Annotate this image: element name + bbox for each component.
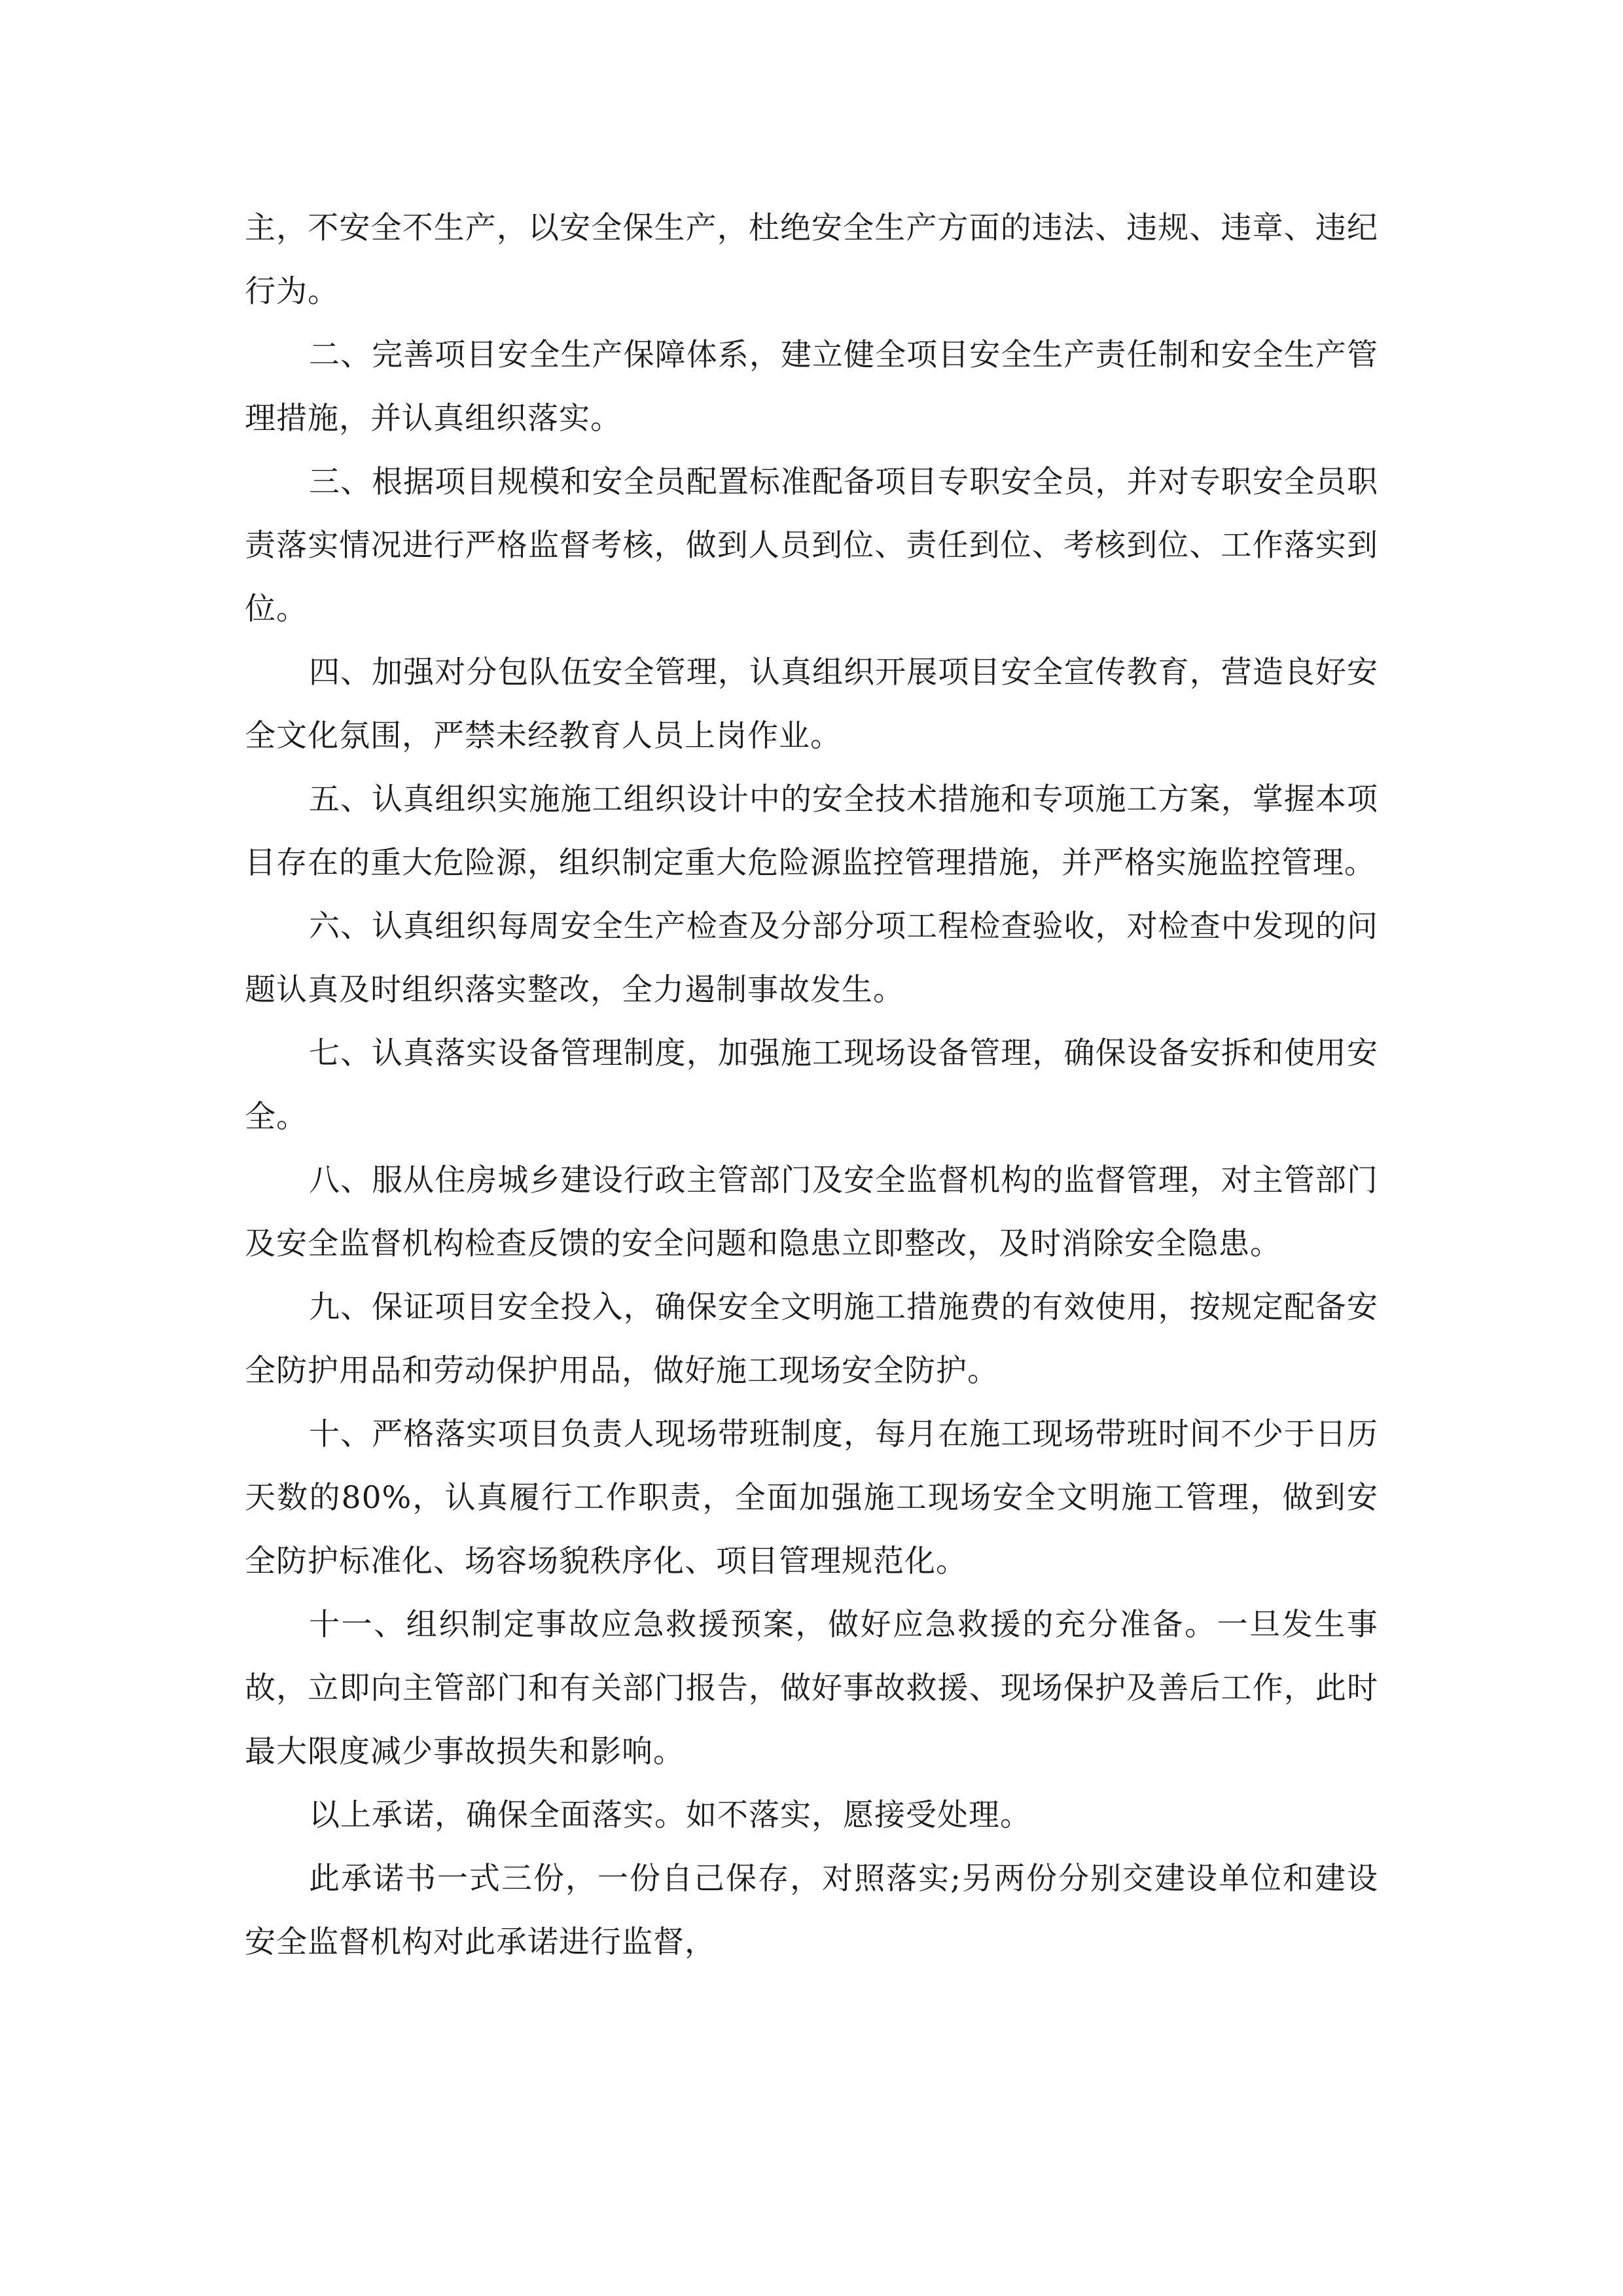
paragraph-item-10: 十、严格落实项目负责人现场带班制度，每月在施工现场带班时间不少于日历天数的80%，认真履行工作职责，全面加强施工现场安全文明施工管理，做到安全防护标准化、场容场貌秩序化、项目管理规范化。 — [245, 1416, 1378, 1579]
paragraph-copies: 此承诺书一式三份，一份自己保存，对照落实;另两份分别交建设单位和建设安全监督机构对此承诺进行监督， — [245, 1861, 1378, 1960]
document-body — [245, 196, 1378, 1974]
paragraph-item-5: 五、认真组织实施施工组织设计中的安全技术措施和专项施工方案，掌握本项目存在的重大危险源，组织制定重大危险源监控管理措施，并严格实施监控管理。 — [245, 781, 1378, 881]
paragraph-item-7: 七、认真落实设备管理制度，加强施工现场设备管理，确保设备安拆和使用安全。 — [245, 1035, 1378, 1135]
paragraph-item-3: 三、根据项目规模和安全员配置标准配备项目专职安全员，并对专职安全员职责落实情况进行严格监督考核，做到人员到位、责任到位、考核到位、工作落实到位。 — [245, 464, 1378, 627]
paragraph-item-2: 二、完善项目安全生产保障体系，建立健全项目安全生产责任制和安全生产管理措施，并认真组织落实。 — [245, 337, 1378, 437]
paragraph-item-11: 十一、组织制定事故应急救援预案，做好应急救援的充分准备。一旦发生事故，立即向主管部门和有关部门报告，做好事故救援、现场保护及善后工作，此时最大限度减少事故损失和影响。 — [245, 1607, 1378, 1770]
paragraph-continuation: 主，不安全不生产，以安全保生产，杜绝安全生产方面的违法、违规、违章、违纪行为。 — [245, 210, 1378, 310]
paragraph-item-4: 四、加强对分包队伍安全管理，认真组织开展项目安全宣传教育，营造良好安全文化氛围，严禁未经教育人员上岗作业。 — [245, 655, 1378, 754]
paragraph-item-9: 九、保证项目安全投入，确保安全文明施工措施费的有效使用，按规定配备安全防护用品和劳动保护用品，做好施工现场安全防护。 — [245, 1289, 1378, 1389]
paragraph-item-8: 八、服从住房城乡建设行政主管部门及安全监督机构的监督管理，对主管部门及安全监督机构检查反馈的安全问题和隐患立即整改，及时消除安全隐患。 — [245, 1162, 1378, 1262]
paragraph-item-6: 六、认真组织每周安全生产检查及分部分项工程检查验收，对检查中发现的问题认真及时组织落实整改，全力遏制事故发生。 — [245, 908, 1378, 1008]
paragraph-commitment: 以上承诺，确保全面落实。如不落实，愿接受处理。 — [309, 1797, 1031, 1833]
